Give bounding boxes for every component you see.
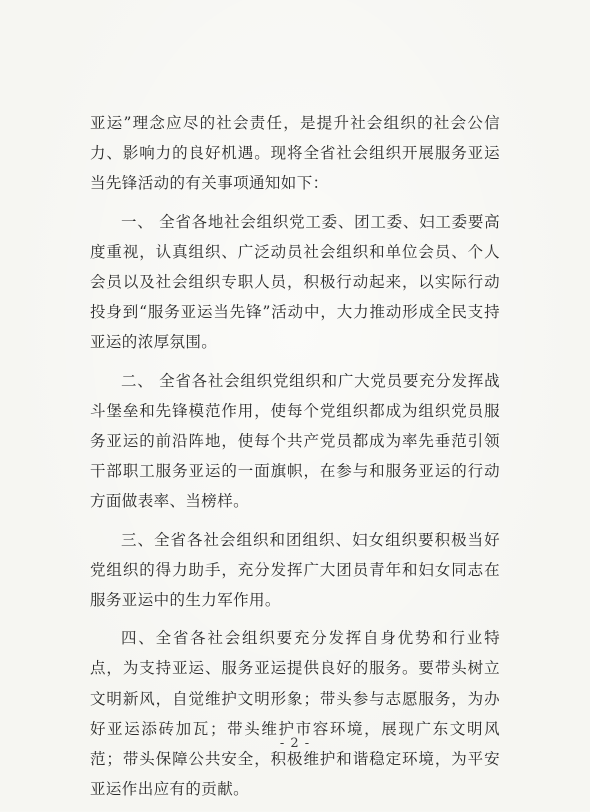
paragraph-item-2: 二、 全省各社会组织党组织和广大党员要充分发挥战斗堡垒和先锋模范作用，使每个党组织都成为组织党员服务亚运的前沿阵地，使每个共产党员都成为率先垂范引领干部职工服务亚运的一面旗帜，在参与和服务亚运的行动方面做表率、当榜样。 xyxy=(90,371,500,511)
paragraph-item-4: 四、全省各社会组织要充分发挥自身优势和行业特点，为支持亚运、服务亚运提供良好的服务。要带头树立文明新风，自觉维护文明形象；带头参与志愿服务，为办好亚运添砖加瓦；带头维护市容环境，展现广东文明风范；带头保障公共安全，积极维护和谐稳定环境，为平安亚运作出应有的贡献。 xyxy=(90,629,500,799)
page-number: - 2 - xyxy=(279,736,311,751)
document-body xyxy=(90,108,500,812)
paragraph-item-3: 三、全省各社会组织和团组织、妇女组织要积极当好党组织的得力助手，充分发挥广大团员青年和妇女同志在服务亚运中的生力军作用。 xyxy=(90,530,500,610)
paragraph-item-1: 一、 全省各地社会组织党工委、团工委、妇工委要高度重视，认真组织、广泛动员社会组织和单位会员、个人会员以及社会组织专职人员，积极行动起来，以实际行动投身到“服务亚运当先锋”活动中，大力推动形成全民支持亚运的浓厚氛围。 xyxy=(90,212,500,352)
paragraph-intro-continuation: 亚运”理念应尽的社会责任，是提升社会组织的社会公信力、影响力的良好机遇。现将全省社会组织开展服务亚运当先锋活动的有关事项通知如下： xyxy=(90,114,500,193)
